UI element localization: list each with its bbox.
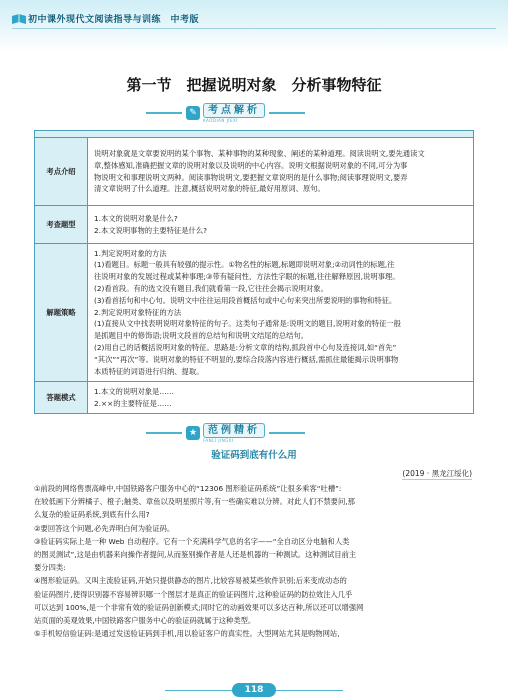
passage-line: 可以达到 100%,是一个非常有效的验证码创新模式;同时它的动画效果可以多达百种,所以还可以增强网 (34, 602, 364, 612)
table-header-strip (35, 131, 474, 138)
table-row-tixing (35, 206, 474, 244)
text-line: (2)看首段。有的选文没有题目,我们就看第一段,它往往会揭示说明对象。 (94, 284, 328, 293)
text-line: 本质特征的词语进行归纳、提取。 (94, 366, 204, 376)
passage-line: 站页面的美观效果,中国铁路客户服务中心的验证码就属于这种类型。 (34, 616, 256, 626)
banner-bar-right (269, 432, 305, 434)
passage-line: 在较低画下分辨橘子、橙子;触类、章鱼以及明星照片等,有一些确实难以分辨。对此人们不禁要问,那 (34, 497, 355, 507)
row-content (88, 382, 474, 414)
passage-line: ②要回答这个问题,必先弄明白何为验证码。 (34, 523, 175, 533)
banner-bar-right (269, 112, 305, 114)
row-content (88, 244, 474, 382)
banner-label: 考点解析 (203, 103, 265, 118)
banner-kaodian (146, 104, 305, 122)
text-line: 往说明对象的发展过程或某种事理;③带有疑问性、方法性字眼的标题,往往解释原因,说明事理。 (94, 272, 400, 282)
banner-fanli (146, 424, 305, 442)
text-line: 是抓题目中的修饰语;说明文段首的总结句和说明文结尾的总结句。 (94, 331, 309, 341)
text-line: (1)直接从文中找表明说明对象特征的句子。这类句子通常是:说明文的题目,说明对象的特征一般 (94, 319, 401, 329)
passage-line: 验证码图片,使得识别器不容易辨识哪一个图层才是真正的验证码图片,这种验证码的防拉效注入几乎 (34, 589, 353, 599)
table-row-moshi (35, 382, 474, 414)
passage-line: 么复杂的验证码系统,到底有什么用? (34, 510, 150, 520)
bulb-icon: ✎ (186, 106, 200, 120)
book-icon (12, 14, 26, 24)
row-label: 答题模式 (35, 382, 88, 414)
text-line: 2.本文说明事物的主要特征是什么? (94, 225, 207, 235)
text-line: 章,整体感知,准确把握文章的说明对象以及说明的中心内容。说明文根据说明对象的不同,可分为事 (94, 160, 408, 170)
passage-line: ④图形验证码。又叫主流验证码,开始只提供静态的图片,比较容易被某些软件识别;后来变成动态的 (34, 576, 347, 586)
page-footer (0, 683, 508, 697)
kaodian-table (34, 130, 474, 414)
passage-line: ①前段的网络售票高峰中,中国铁路客户服务中心的“12306 图形验证码系统”让很多乘客“吐槽”: (34, 484, 342, 493)
text-line: 说明对象就是文章要说明的某个事物、某种事物的某种现象、阐述的某种道理。阅读说明文,要先通读文 (94, 148, 425, 158)
text-line: 1.本文的说明对象是…… (94, 386, 174, 396)
passage-line: ③验证码实际上是一种 Web 自动程序。它有一个充满科学气息的名字——“全自动区分电脑和人类 (34, 536, 350, 546)
text-line: 1.判定说明对象的方法 (94, 248, 167, 258)
text-line: (1)看题目。标题一般具有较强的提示性。①物名性的标题,标题即说明对象;②动词性的标题,往 (94, 260, 395, 270)
banner-sub: KAODIAN JIEXI (203, 118, 238, 123)
table-row-celue (35, 244, 474, 382)
header-divider (12, 28, 496, 29)
table-row-kaodian (35, 138, 474, 206)
text-line: 2.判定说明对象特征的方法 (94, 307, 182, 317)
example-title: 验证码到底有什么用 (211, 450, 297, 461)
star-icon: ★ (186, 426, 200, 440)
passage-line: 要分四类: (34, 563, 66, 573)
banner-bar-left (146, 432, 182, 434)
row-label: 解题策略 (35, 244, 88, 382)
text-line: (2)用自己的话概括说明对象的特征。思路是:分析文章的结构,抓段首中心句及连接词,如“首先” (94, 342, 397, 352)
banner-badge (186, 103, 265, 123)
row-label: 考点介绍 (35, 138, 88, 206)
text-line: 物说明文和事理说明文两种。阅读事物说明文,要把握文章说明的是什么事物;阅读事理说明文,要弄 (94, 172, 408, 182)
text-line: 2.××的主要特征是…… (94, 398, 172, 408)
header-title: 初中课外现代文阅读指导与训练 中考版 (28, 15, 200, 25)
banner-bar-left (146, 112, 182, 114)
passage-line: ⑤手机短信验证码:是通过发送验证码到手机,用以验证客户的真实性。大型网站尤其是购物网站, (34, 629, 340, 639)
row-content (88, 206, 474, 244)
example-passage (34, 482, 474, 640)
section-title: 第一节 把握说明对象 分析事物特征 (126, 76, 382, 94)
page-header (0, 0, 508, 52)
text-line: 清文章说明了什么道理。注意,概括说明对象的特征,最好用原词、原句。 (94, 184, 325, 194)
page-number: 118 (232, 683, 276, 697)
example-source: (2019 · 黑龙江绥化) (402, 469, 472, 478)
banner-label: 范例精析 (203, 423, 265, 438)
passage-line: 的图灵测试”,这是由机器来向操作者提问,从而鉴别操作者是人还是机器的一种测试。这种测试目前主 (34, 550, 357, 560)
text-line: 1.本文的说明对象是什么? (94, 213, 178, 223)
banner-badge (186, 423, 265, 443)
text-line: (3)看首括句和中心句。说明文中往往运用段首概括句或中心句来突出所要说明的事物和特征。 (94, 295, 397, 305)
row-label: 考查题型 (35, 206, 88, 244)
banner-sub: FANLI JINGXI (203, 438, 234, 443)
text-line: “其次”“再次”等。说明对象的特征不明显的,要综合段落内容进行概括,需抓住最能揭示说明事物 (94, 354, 399, 364)
row-content (88, 138, 474, 206)
